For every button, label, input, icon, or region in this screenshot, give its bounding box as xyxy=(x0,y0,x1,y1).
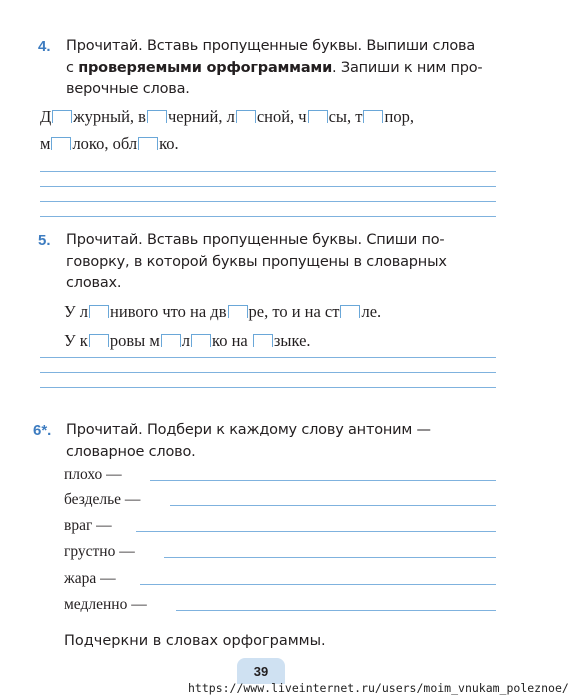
page-number: 39 xyxy=(253,663,269,679)
letter-gap[interactable] xyxy=(161,334,181,347)
letter-gap[interactable] xyxy=(89,334,109,347)
task-5-proverb-1: У л нивого что на дв ре, то и на ст ле. xyxy=(64,302,382,321)
task-5-instructions xyxy=(66,230,506,295)
task-5-line-1: Прочитай. Вставь пропущенные буквы. Спиши по- xyxy=(66,232,445,248)
task-4-bold-term: проверяемыми орфограммами xyxy=(78,59,333,76)
watermark-url: https://www.liveinternet.ru/users/moim_vnukam_poleznoe/ xyxy=(188,681,569,695)
task-5-proverb-2: У к ровы м л ко на зыке. xyxy=(64,331,311,350)
antonym-answer-line[interactable] xyxy=(150,480,496,481)
antonym-word: медленно — xyxy=(64,596,147,613)
task-5-number: 5. xyxy=(38,232,51,249)
writing-line[interactable] xyxy=(40,171,496,172)
task-4-words-row-1: Д журный, в черний, л сной, ч сы, т пор, xyxy=(40,107,414,126)
antonym-word: грустно — xyxy=(64,543,135,560)
writing-line[interactable] xyxy=(40,216,496,217)
task-4-line-1: Прочитай. Вставь пропущенные буквы. Выпиши слова xyxy=(66,38,476,54)
task-6-footer-instruction: Подчеркни в словах орфограммы. xyxy=(64,633,326,649)
task-4-line-3: верочные слова. xyxy=(66,81,190,97)
task-4-instructions xyxy=(66,36,506,101)
letter-gap[interactable] xyxy=(52,110,72,123)
task-4-number: 4. xyxy=(38,38,51,55)
antonym-answer-line[interactable] xyxy=(140,584,496,585)
letter-gap[interactable] xyxy=(340,305,360,318)
antonym-answer-line[interactable] xyxy=(176,610,496,611)
antonym-word: безделье — xyxy=(64,491,141,508)
task-5-line-3: словах. xyxy=(66,275,122,291)
task-6-line-2: словарное слово. xyxy=(66,443,196,460)
task-4-line-2: с проверяемыми орфограммами. Запиши к ним про- xyxy=(66,59,483,76)
task-6-instructions xyxy=(66,420,506,463)
antonym-answer-line[interactable] xyxy=(164,557,496,558)
task-5-line-2: говорку, в которой буквы пропущены в словарных xyxy=(66,253,447,270)
writing-line[interactable] xyxy=(40,387,496,388)
writing-line[interactable] xyxy=(40,357,496,358)
task-4-words-row-2: м локо, обл ко. xyxy=(40,134,179,153)
letter-gap[interactable] xyxy=(236,110,256,123)
writing-line[interactable] xyxy=(40,372,496,373)
letter-gap[interactable] xyxy=(89,305,109,318)
antonym-word: жара — xyxy=(64,570,116,587)
letter-gap[interactable] xyxy=(228,305,248,318)
letter-gap[interactable] xyxy=(191,334,211,347)
task-6-number: 6*. xyxy=(33,422,52,439)
antonym-answer-line[interactable] xyxy=(136,531,496,532)
letter-gap[interactable] xyxy=(308,110,328,123)
task-6-line-1: Прочитай. Подбери к каждому слову антоним — xyxy=(66,422,431,438)
antonym-word: плохо — xyxy=(64,466,122,483)
antonym-answer-line[interactable] xyxy=(170,505,496,506)
writing-line[interactable] xyxy=(40,186,496,187)
letter-gap[interactable] xyxy=(363,110,383,123)
antonym-word: враг — xyxy=(64,517,112,534)
writing-line[interactable] xyxy=(40,201,496,202)
letter-gap[interactable] xyxy=(253,334,273,347)
letter-gap[interactable] xyxy=(51,137,71,150)
letter-gap[interactable] xyxy=(138,137,158,150)
letter-gap[interactable] xyxy=(147,110,167,123)
